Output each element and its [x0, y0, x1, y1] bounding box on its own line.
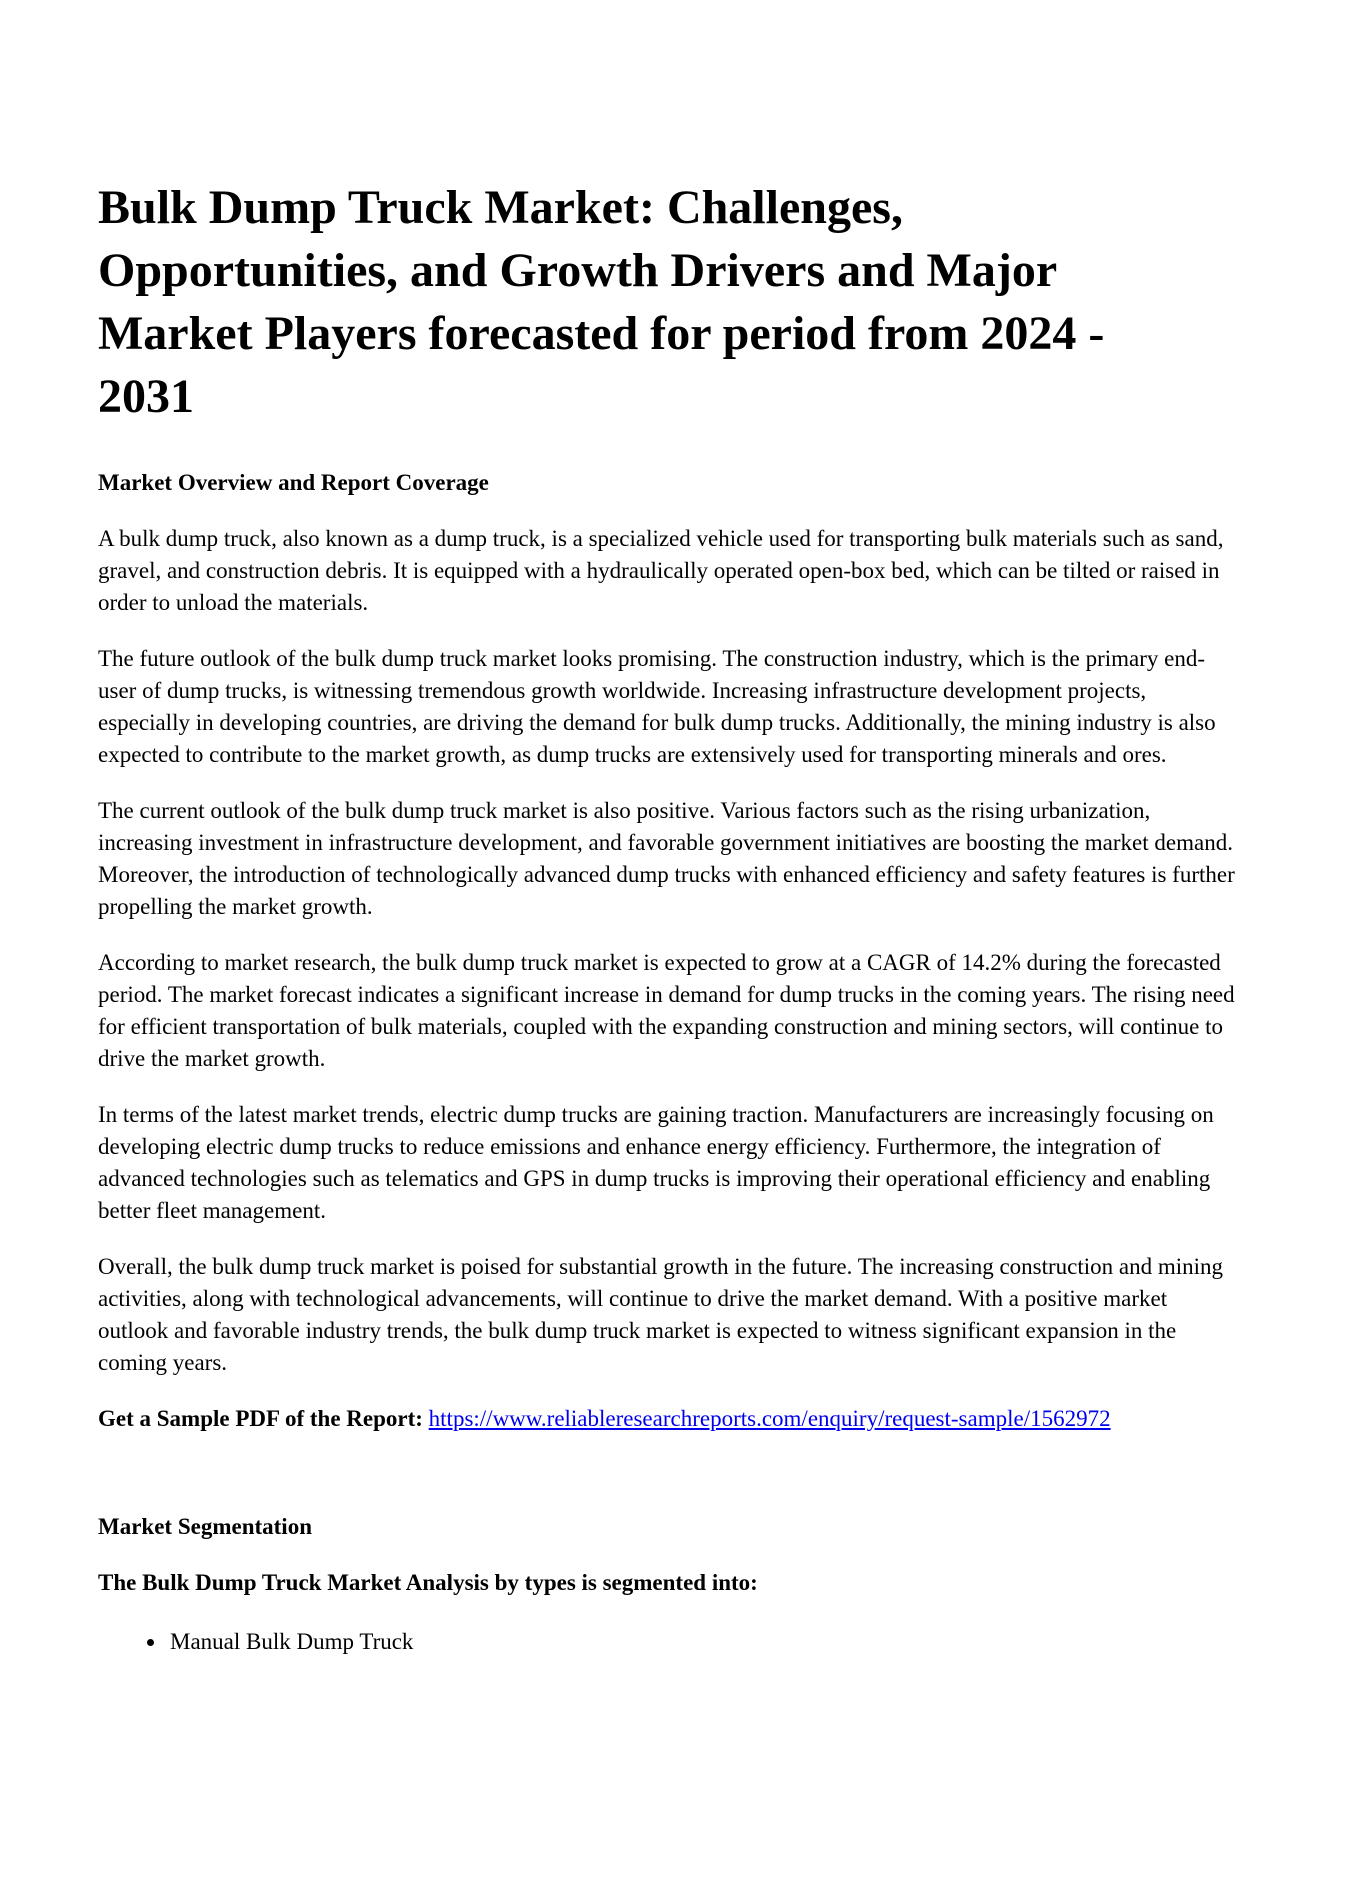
title-line-1: Bulk Dump Truck Market: Challenges,: [98, 181, 903, 234]
overview-heading: Market Overview and Report Coverage: [98, 470, 489, 495]
list-item-manual-bulk-dump-truck: • Manual Bulk Dump Truck: [167, 1626, 1239, 1658]
paragraph-future-outlook: The future outlook of the bulk dump truck market looks promising. The construction industry, which is the primary end-user of dump trucks, is witnessing tremendous growth worldwide. Increasing infrastructure development projects, especially in developing countries, are driving the demand for bulk dump trucks. Additionally, the mining industry is also expected to contribute to the market growth, as dump trucks are extensively used for transporting minerals and ores.: [98, 646, 1216, 767]
types-heading: The Bulk Dump Truck Market Analysis by types is segmented into:: [98, 1570, 758, 1595]
sample-pdf-label: Get a Sample PDF of the Report:: [98, 1406, 429, 1431]
paragraph-overall-summary: Overall, the bulk dump truck market is poised for substantial growth in the future. The increasing construction and mining activities, along with technological advancements, will continue to drive the market demand. With a positive market outlook and favorable industry trends, the bulk dump truck market is expected to witness significant expansion in the coming years.: [98, 1254, 1224, 1375]
paragraph-current-outlook: The current outlook of the bulk dump truck market is also positive. Various factors such as the rising urbanization, increasing investment in infrastructure development, and favorable government initiatives are boosting the market demand. Moreover, the introduction of technologically advanced dump trucks with enhanced efficiency and safety features is further propelling the market growth.: [98, 798, 1235, 919]
sample-pdf-link[interactable]: https://www.reliableresearchreports.com/enquiry/request-sample/1562972: [428, 1406, 1111, 1431]
title-line-2: Opportunities, and Growth Drivers and Major: [98, 244, 1058, 297]
paragraph-cagr-forecast: According to market research, the bulk dump truck market is expected to grow at a CAGR of 14.2% during the forecasted period. The market forecast indicates a significant increase in demand for dump trucks in the coming years. The rising need for efficient transportation of bulk materials, coupled with the expanding construction and mining sectors, will continue to drive the market growth.: [98, 950, 1235, 1071]
title-line-3: Market Players forecasted for period from 2024 -: [98, 307, 1105, 360]
paragraph-definition: A bulk dump truck, also known as a dump truck, is a specialized vehicle used for transporting bulk materials such as sand, gravel, and construction debris. It is equipped with a hydraulically operated open-box bed, which can be tilted or raised in order to unload the materials.: [98, 526, 1224, 615]
title-line-4: 2031: [98, 370, 194, 423]
paragraph-market-trends: In terms of the latest market trends, electric dump trucks are gaining traction. Manufacturers are increasingly focusing on developing electric dump trucks to reduce emissions and enhance energy efficiency. Furthermore, the integration of advanced technologies such as telematics and GPS in dump trucks is improving their operational efficiency and enabling better fleet management.: [98, 1102, 1214, 1223]
sample-pdf-line: [98, 1403, 1239, 1435]
page-title: [98, 176, 1239, 428]
type-list: [98, 1626, 1239, 1658]
segmentation-heading: Market Segmentation: [98, 1514, 312, 1539]
